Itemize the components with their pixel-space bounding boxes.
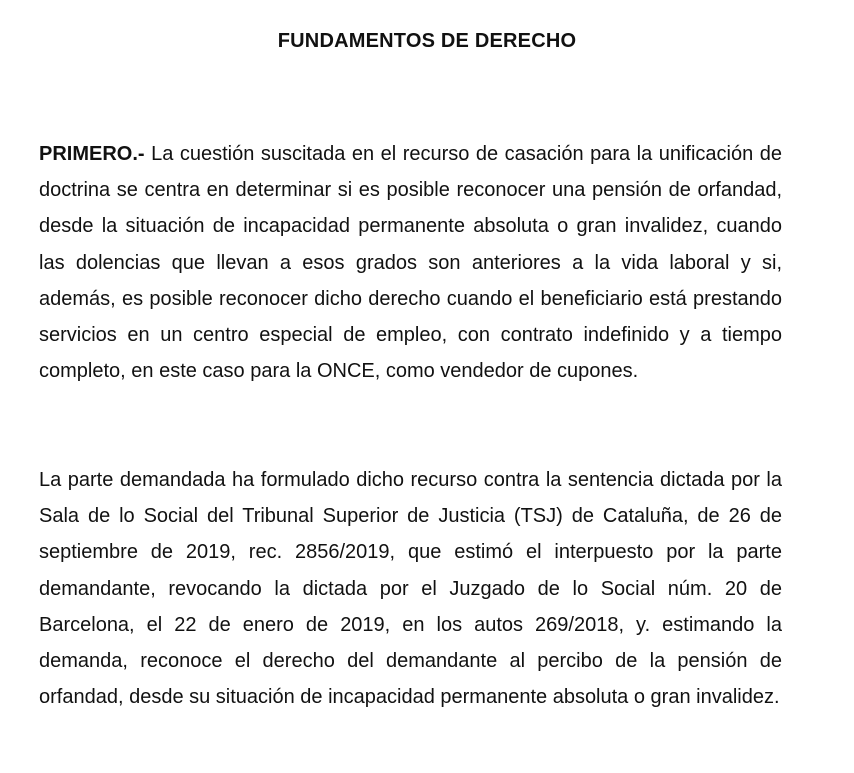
paragraph-second: La parte demandada ha formulado dicho recurso contra la sentencia dictada por la Sala de lo Social del Tribunal Superior de Justicia (TSJ) de Cataluña, de 26 de septiembre de 2019, rec. 2856/2019, que estimó el interpuesto por la parte demandante, revocando la dictada por el Juzgado de lo Social núm. 20 de Barcelona, el 22 de enero de 2019, en los autos 269/2018, y. estimando la demanda, reconoce el derecho del demandante al percibo de la pensión de orfandad, desde su situación de incapacidad permanente absoluta o gran invalidez.	[39, 469, 782, 709]
paragraph-text: La cuestión suscitada en el recurso de casación para la unificación de doctrina se centra en determinar si es posible reconocer una pensión de orfandad, desde la situación de incapacidad permanente absoluta o gran invalidez, cuando las dolencias que llevan a esos grados son anteriores a la vida laboral y si, además, es posible reconocer dicho derecho cuando el beneficiario está prestando servicios en un centro especial de empleo, con contrato indefinido y a tiempo completo, en este caso para la ONCE, como vendedor de cupones.	[39, 143, 782, 383]
paragraph-lead: PRIMERO.-	[39, 143, 145, 165]
section-title: FUNDAMENTOS DE DERECHO	[277, 30, 577, 52]
paragraph-primero	[39, 136, 782, 389]
